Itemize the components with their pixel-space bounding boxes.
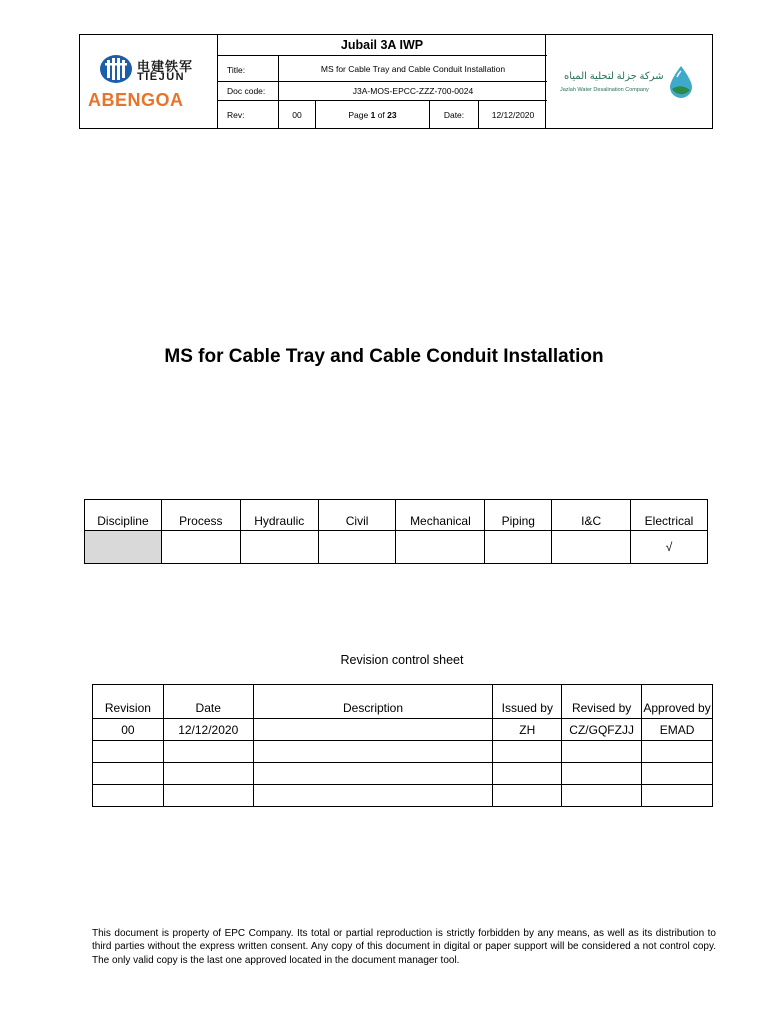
- title-value: MS for Cable Tray and Cable Conduit Installation: [320, 63, 506, 74]
- electrical-check-mark: √: [631, 531, 708, 564]
- tiejun-logo-icon: [99, 54, 133, 84]
- revision-cell: [642, 763, 713, 785]
- tiejun-logo-text: TIEJUN: [137, 71, 186, 83]
- discipline-header: Hydraulic: [240, 500, 318, 531]
- discipline-cell: [552, 531, 631, 564]
- revision-cell: [253, 785, 493, 807]
- document-header: [79, 34, 713, 129]
- revision-header: Approved by: [642, 685, 713, 719]
- document-title: MS for Cable Tray and Cable Conduit Installation: [164, 346, 604, 367]
- jazlah-logo-text: Jazlah Water Desalination Company: [560, 87, 649, 93]
- rev-label: Rev:: [217, 101, 279, 128]
- page-number: [316, 101, 430, 128]
- discipline-cell: [85, 531, 162, 564]
- revision-header: Revision: [93, 685, 164, 719]
- discipline-row: [85, 531, 708, 564]
- discipline-header-row: [85, 500, 708, 531]
- rev-row: [217, 101, 547, 128]
- water-drop-icon: [668, 65, 694, 99]
- title-row: [217, 56, 547, 82]
- jazlah-logo-arabic: شركة جزلة لتحلية المياه: [564, 71, 664, 82]
- revision-header: Revised by: [562, 685, 642, 719]
- revision-cell: 12/12/2020: [163, 719, 253, 741]
- page-of: of: [377, 109, 385, 120]
- date-label: Date:: [430, 101, 479, 128]
- discipline-cell: [318, 531, 396, 564]
- client-logo: [545, 35, 712, 128]
- rev-value: 00: [279, 101, 316, 128]
- title-label: Title:: [217, 56, 279, 81]
- revision-cell: [163, 741, 253, 763]
- revision-cell: [493, 741, 562, 763]
- revision-cell: CZ/GQFZJJ: [562, 719, 642, 741]
- contractor-logos: [80, 35, 218, 128]
- discipline-cell: [396, 531, 485, 564]
- project-name: Jubail 3A IWP: [217, 35, 547, 56]
- doc-code-label: Doc code:: [217, 82, 279, 100]
- revision-cell: [163, 763, 253, 785]
- footer-disclaimer: This document is property of EPC Company. Its total or partial reproduction is strictly forbidden by any means, as well as its distribution to third parties without the express written consent. Any copy of this document in digital or paper support will be considered a not control copy. The only valid copy is the last one approved located in the document manager tool.: [92, 928, 716, 966]
- discipline-header: I&C: [552, 500, 631, 531]
- revision-table: [92, 684, 713, 807]
- revision-cell: EMAD: [642, 719, 713, 741]
- date-value: 12/12/2020: [491, 109, 535, 120]
- revision-caption: Revision control sheet: [340, 653, 464, 667]
- doc-code-value: J3A-MOS-EPCC-ZZZ-700-0024: [352, 86, 474, 96]
- revision-cell: [93, 763, 164, 785]
- revision-row: [93, 741, 713, 763]
- revision-cell: [642, 741, 713, 763]
- discipline-cell: [240, 531, 318, 564]
- revision-cell: [253, 719, 493, 741]
- revision-cell: [562, 785, 642, 807]
- revision-cell: [163, 785, 253, 807]
- discipline-header: Mechanical: [396, 500, 485, 531]
- discipline-header: Discipline: [85, 500, 162, 531]
- revision-cell: ZH: [493, 719, 562, 741]
- revision-row: [93, 719, 713, 741]
- revision-cell: [642, 785, 713, 807]
- discipline-header: Piping: [485, 500, 552, 531]
- discipline-cell: [161, 531, 240, 564]
- revision-cell: [253, 741, 493, 763]
- revision-cell: [493, 785, 562, 807]
- page-current: 1: [370, 109, 376, 120]
- revision-cell: [562, 741, 642, 763]
- discipline-header: Process: [161, 500, 240, 531]
- abengoa-logo: ABENGOA: [88, 90, 184, 110]
- revision-header-row: [93, 685, 713, 719]
- page-prefix: Page: [348, 109, 369, 120]
- discipline-header: Electrical: [631, 500, 708, 531]
- revision-cell: [493, 763, 562, 785]
- revision-header: Description: [253, 685, 493, 719]
- tiejun-logo-chinese: 电建铁军: [137, 59, 194, 74]
- discipline-cell: [485, 531, 552, 564]
- page-total: 23: [387, 109, 397, 120]
- revision-cell: [253, 763, 493, 785]
- discipline-table: [84, 499, 708, 564]
- revision-header: Issued by: [493, 685, 562, 719]
- revision-cell: [93, 741, 164, 763]
- revision-row: [93, 785, 713, 807]
- revision-row: [93, 763, 713, 785]
- discipline-header: Civil: [318, 500, 396, 531]
- header-info: [217, 35, 547, 128]
- revision-cell: [562, 763, 642, 785]
- revision-cell: [93, 785, 164, 807]
- revision-cell: 00: [93, 719, 164, 741]
- doc-code-row: [217, 82, 547, 101]
- revision-header: Date: [163, 685, 253, 719]
